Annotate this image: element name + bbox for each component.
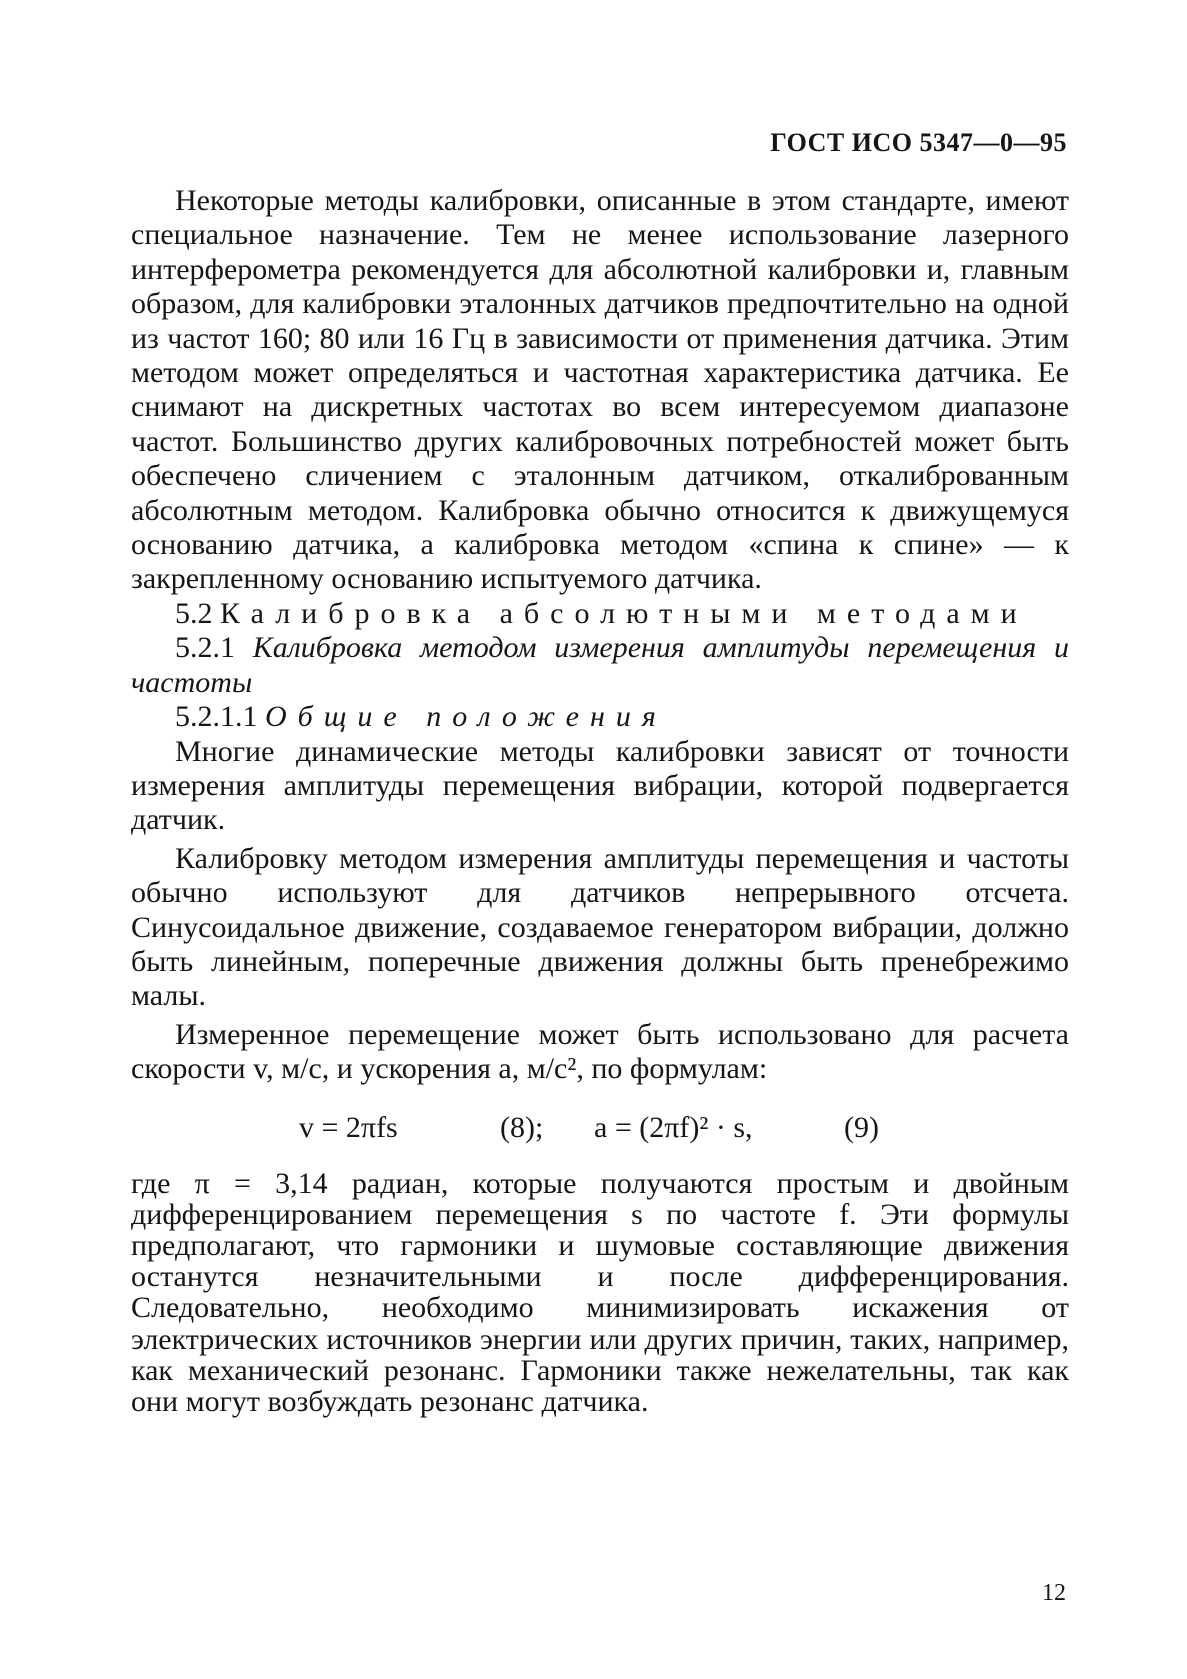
formula-block <box>131 1093 1069 1164</box>
paragraph-displacement-calibration: Калибровку методом измерения амплитуды перемещения и частоты обычно используют для датчиков непрерывного отсчета. Синусоидальное движение, создаваемое генератором вибрации, должно быть линейным, поперечные движения должны быть пренебрежимо малы. <box>131 841 1069 1013</box>
document-body <box>131 184 1069 1417</box>
formula-number-9: (9) <box>844 1110 879 1144</box>
clause-title: Общие положения <box>265 700 667 734</box>
section-title: Калибровка абсолютными методами <box>220 596 1028 630</box>
section-number: 5.2 <box>175 596 213 630</box>
page-number: 12 <box>1042 1580 1066 1606</box>
subsection-number: 5.2.1 <box>175 631 235 665</box>
section-heading-5-2 <box>131 597 1069 631</box>
document-code-header: ГОСТ ИСО 5347—0—95 <box>770 128 1067 157</box>
velocity-formula: v = 2πfs <box>299 1110 398 1144</box>
paragraph-formula-explanation: где π = 3,14 радиан, которые получаются простым и двойным дифференцированием перемещения s по частоте f. Эти формулы предполагают, что гармоники и шумовые составляющие движения останутся незначительными и после дифференцирования. Следовательно, необходимо минимизировать искажения от электрических источников энергии или других причин, таких, например, как механический резонанс. Гармоники также нежелательны, так как они могут возбуждать резонанс датчика. <box>131 1166 1069 1418</box>
subsection-title: Калибровка методом измерения амплитуды перемещения и частоты <box>131 631 1069 699</box>
paragraph-dynamic-methods: Многие динамические методы калибровки зависят от точности измерения амплитуды перемещения вибрации, которой подвергается датчик. <box>131 734 1069 837</box>
acceleration-formula: a = (2πf)² · s, <box>594 1110 753 1144</box>
clause-number: 5.2.1.1 <box>175 700 258 734</box>
formula-number-8: (8); <box>500 1110 544 1144</box>
subsection-heading-5-2-1 <box>131 631 1069 700</box>
clause-heading-5-2-1-1 <box>131 700 1069 734</box>
paragraph-calibration-methods: Некоторые методы калибровки, описанные в этом стандарте, имеют специальное назначение. Тем не менее использование лазерного интерферометра рекомендуется для абсолютной калибровки и, главным образом, для калибровки эталонных датчиков предпочтительно на одной из частот 160; 80 или 16 Гц в зависимости от применения датчика. Этим методом может определяться и частотная характеристика датчика. Ее снимают на дискретных частотах во всем интересуемом диапазоне частот. Большинство других калибровочных потребностей может быть обеспечено сличением с эталонным датчиком, откалиброванным абсолютным методом. Калибровка обычно относится к движущемуся основанию датчика, а калибровка методом «спина к спине» — к закрепленному основанию испытуемого датчика. <box>131 184 1069 596</box>
paragraph-formula-intro: Измеренное перемещение может быть использовано для расчета скорости v, м/с, и ускорения a, м/с², по формулам: <box>131 1017 1069 1086</box>
